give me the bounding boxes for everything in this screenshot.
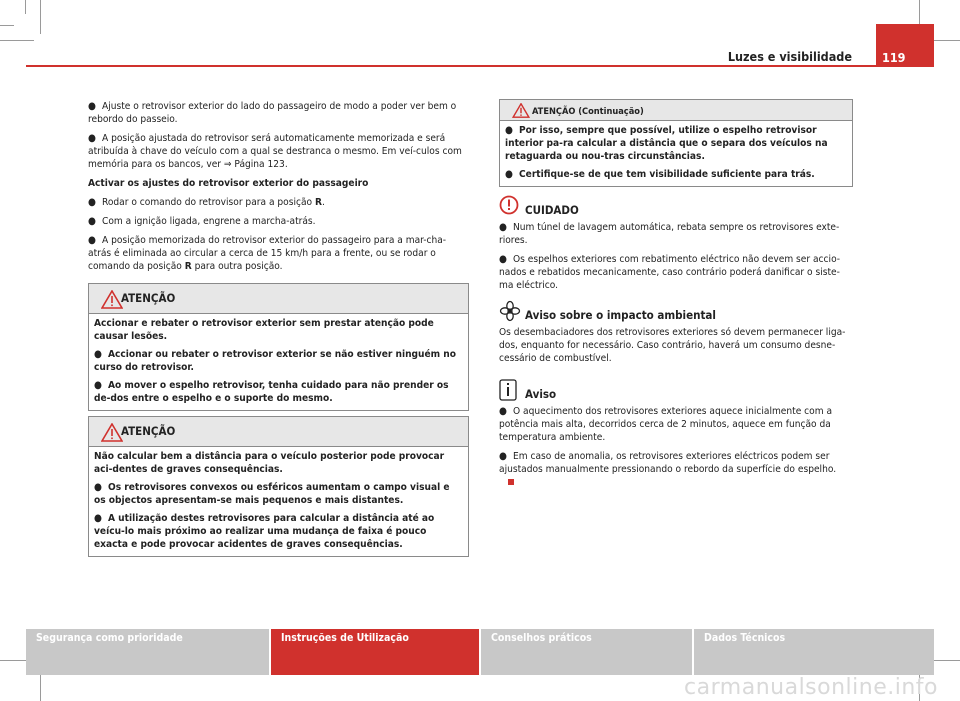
environment-section (499, 300, 851, 371)
warning-title: ATENÇÃO (121, 291, 176, 305)
warning-intro: Não calcular bem a distância para o veículo posterior pode provocar aci-dentes de graves consequências. (94, 451, 445, 475)
warning-triangle-icon (512, 103, 530, 118)
list-item: ● Certifique-se de que tem visibilidade suficiente para trás. (505, 169, 815, 180)
environment-title: Aviso sobre o impacto ambiental (525, 308, 716, 322)
environment-text: Os desembaciadores dos retrovisores exteriores só devem permanecer liga-dos, enquanto for necessário. Caso contrário, haverá um consumo desne-cessário de combustível. (499, 327, 846, 364)
list-item: ● Os retrovisores convexos ou esféricos aumentam o campo visual e os objectos apresentam-se mais pequenos e mais distantes. (94, 482, 450, 506)
list-item: ● Por isso, sempre que possível, utilize o espelho retrovisor interior pa-ra calcular a distância que o separa dos veículos na retaguarda ou nou-tras circunstâncias. (505, 125, 828, 162)
caution-section (499, 195, 851, 298)
warning-header (89, 284, 468, 314)
footer-tab-safety[interactable]: Segurança como prioridade (26, 629, 269, 675)
warning-box-continued (499, 99, 853, 187)
crop-mark (0, 40, 34, 41)
bullet-glyph: ● (88, 101, 96, 112)
warning-header (89, 417, 468, 447)
warning-intro: Accionar e rebater o retrovisor exterior sem prestar atenção pode causar lesões. (94, 318, 434, 342)
notice-title: Aviso (525, 387, 557, 401)
subheading: Activar os ajustes do retrovisor exterior do passageiro (88, 178, 369, 189)
list-item: ● Em caso de anomalia, os retrovisores exteriores eléctricos podem ser ajustados manualmente pressionando o rebordo da superfície do espelho. (499, 450, 851, 489)
section-end-marker (508, 479, 514, 485)
key-label: R (184, 261, 192, 272)
warning-box (88, 416, 469, 557)
list-item: ● Ajuste o retrovisor exterior do lado do passageiro de modo a poder ver bem o rebordo do passeio. (88, 101, 457, 125)
caution-title: CUIDADO (525, 203, 579, 217)
flower-icon (499, 300, 521, 322)
warning-body (89, 314, 468, 410)
warning-triangle-icon (101, 290, 123, 309)
crop-mark (0, 25, 14, 26)
caution-icon (499, 195, 519, 215)
list-item: ● Ao mover o espelho retrovisor, tenha cuidado para não prender os de-dos entre o espelho e o suporte do mesmo. (94, 380, 449, 404)
list-item: ● A posição ajustada do retrovisor será automaticamente memorizada e será atribuída à chave do veículo com a qual se destranca o mesmo. Em veí-culos com memória para os bancos, ver ⇒ Página 123. (88, 133, 462, 170)
footer-tab-technical-data[interactable]: Dados Técnicos (694, 629, 934, 675)
list-item: ● Accionar ou rebater o retrovisor exterior se não estiver ninguém no curso do retrovisor. (94, 349, 457, 373)
list-item: ● A utilização destes retrovisores para calcular a distância até ao veícu-lo mais próximo ao realizar uma mudança de faixa é pouco exacta e pode provocar acidentes de graves consequências. (94, 513, 435, 550)
list-item: ● Os espelhos exteriores com rebatimento eléctrico não devem ser accio-nados e rebatidos mecanicamente, caso contrário poderá danificar o siste-ma eléctrico. (499, 254, 841, 291)
footer-tab-instructions[interactable]: Instruções de Utilização (271, 629, 479, 675)
page-number: 119 (882, 50, 906, 65)
caution-header (499, 195, 851, 221)
notice-header (499, 379, 851, 405)
key-label: R (314, 197, 322, 208)
warning-title: ATENÇÃO (Continuação) (532, 106, 644, 117)
list-item: ● Rodar o comando do retrovisor para a posição R. (88, 197, 325, 208)
warning-box (88, 283, 469, 411)
warning-body (500, 121, 852, 186)
warning-body (89, 447, 468, 556)
warning-header (500, 100, 852, 121)
left-column (88, 100, 466, 279)
notice-icon (499, 379, 517, 401)
list-item: ● A posição memorizada do retrovisor exterior do passageiro para a mar-cha-atrás é eliminada ao circular a cerca de 15 km/h para a frente, ou se rodar o comando da posição R para outra posição. (88, 235, 447, 272)
list-item: ● Num túnel de lavagem automática, rebata sempre os retrovisores exte-riores. (499, 222, 840, 246)
environment-header (499, 300, 851, 326)
notice-section (499, 379, 851, 495)
list-item: ● Com a ignição ligada, engrene a marcha-atrás. (88, 216, 316, 227)
footer-tab-tips[interactable]: Conselhos práticos (481, 629, 692, 675)
warning-triangle-icon (101, 423, 123, 442)
list-item: ● O aquecimento dos retrovisores exteriores aquece inicialmente com a potência mais alta, decorridos cerca de 2 minutos, aquece em função da temperatura ambiente. (499, 406, 833, 443)
page-title: Luzes e visibilidade (727, 49, 852, 64)
warning-title: ATENÇÃO (121, 424, 176, 438)
crop-mark (25, 0, 26, 14)
header-rule (26, 65, 934, 67)
watermark: carmanualsonline.info (684, 675, 938, 700)
crop-mark (40, 0, 41, 34)
